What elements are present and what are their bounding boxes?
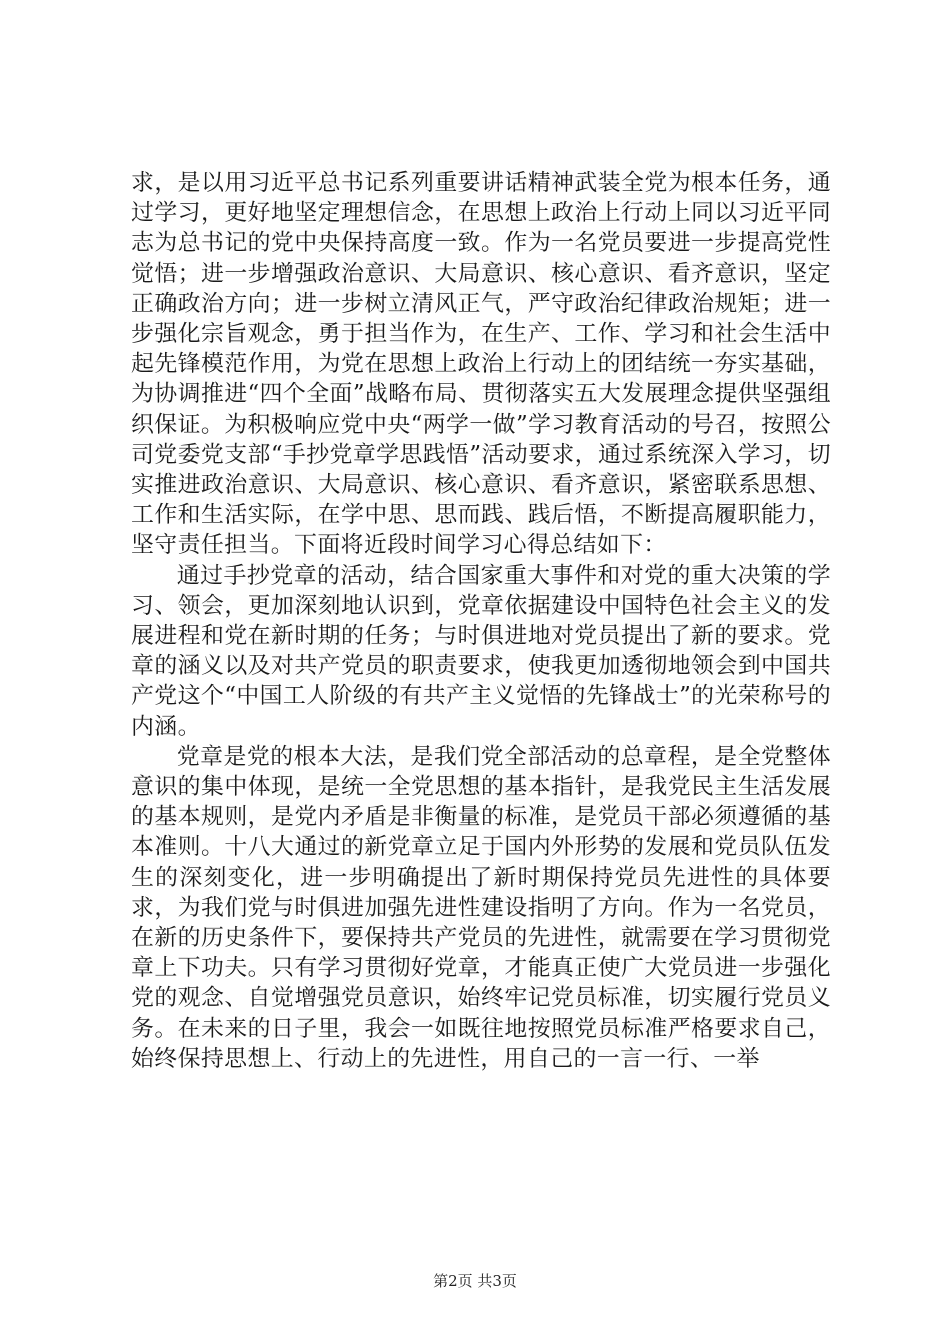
paragraph-1: 求，是以用习近平总书记系列重要讲话精神武装全党为根本任务，通过学习，更好地坚定理想信念，在思想上政治上行动上同以习近平同志为总书记的党中央保持高度一致。作为一名党员要进一步提高党性觉悟；进一步增强政治意识、大局意识、核心意识、看齐意识，坚定正确政治方向；进一步树立清风正气，严守政治纪律政治规矩；进一步强化宗旨观念，勇于担当作为，在生产、工作、学习和社会生活中起先锋模范作用，为党在思想上政治上行动上的团结统一夯实基础，为协调推进“四个全面”战略布局、贯彻落实五大发展理念提供坚强组织保证。为积极响应党中央“两学一做”学习教育活动的号召，按照公司党委党支部“手抄党章学思践悟”活动要求，通过系统深入学习，切实推进政治意识、大局意识、核心意识、看齐意识，紧密联系思想、工作和生活实际，在学中思、思而践、践后悟，不断提高履职能力，坚守责任担当。下面将近段时间学习心得总结如下： [131, 170, 831, 559]
paragraph-3: 党章是党的根本大法，是我们党全部活动的总章程，是全党整体意识的集中体现，是统一全党思想的基本指针，是我党民主生活发展的基本规则，是党内矛盾是非衡量的标准，是党员干部必须遵循的基本准则。十八大通过的新党章立足于国内外形势的发展和党员队伍发生的深刻变化，进一步明确提出了新时期保持党员先进性的具体要求，为我们党与时俱进加强先进性建设指明了方向。作为一名党员，在新的历史条件下，要保持共产党员的先进性，就需要在学习贯彻党章上下功夫。只有学习贯彻好党章，才能真正使广大党员进一步强化党的观念、自觉增强党员意识，始终牢记党员标准，切实履行党员义务。在未来的日子里，我会一如既往地按照党员标准严格要求自己，始终保持思想上、行动上的先进性，用自己的一言一行、一举 [131, 743, 831, 1072]
paragraph-2: 通过手抄党章的活动，结合国家重大事件和对党的重大决策的学习、领会，更加深刻地认识到，党章依据建设中国特色社会主义的发展进程和党在新时期的任务；与时俱进地对党员提出了新的要求。党章的涵义以及对共产党员的职责要求，使我更加透彻地领会到中国共产党这个“中国工人阶级的有共产主义觉悟的先锋战士”的光荣称号的内涵。 [131, 562, 831, 740]
document-body [131, 168, 831, 1074]
page-footer: 第2页 共3页 [433, 1272, 517, 1290]
